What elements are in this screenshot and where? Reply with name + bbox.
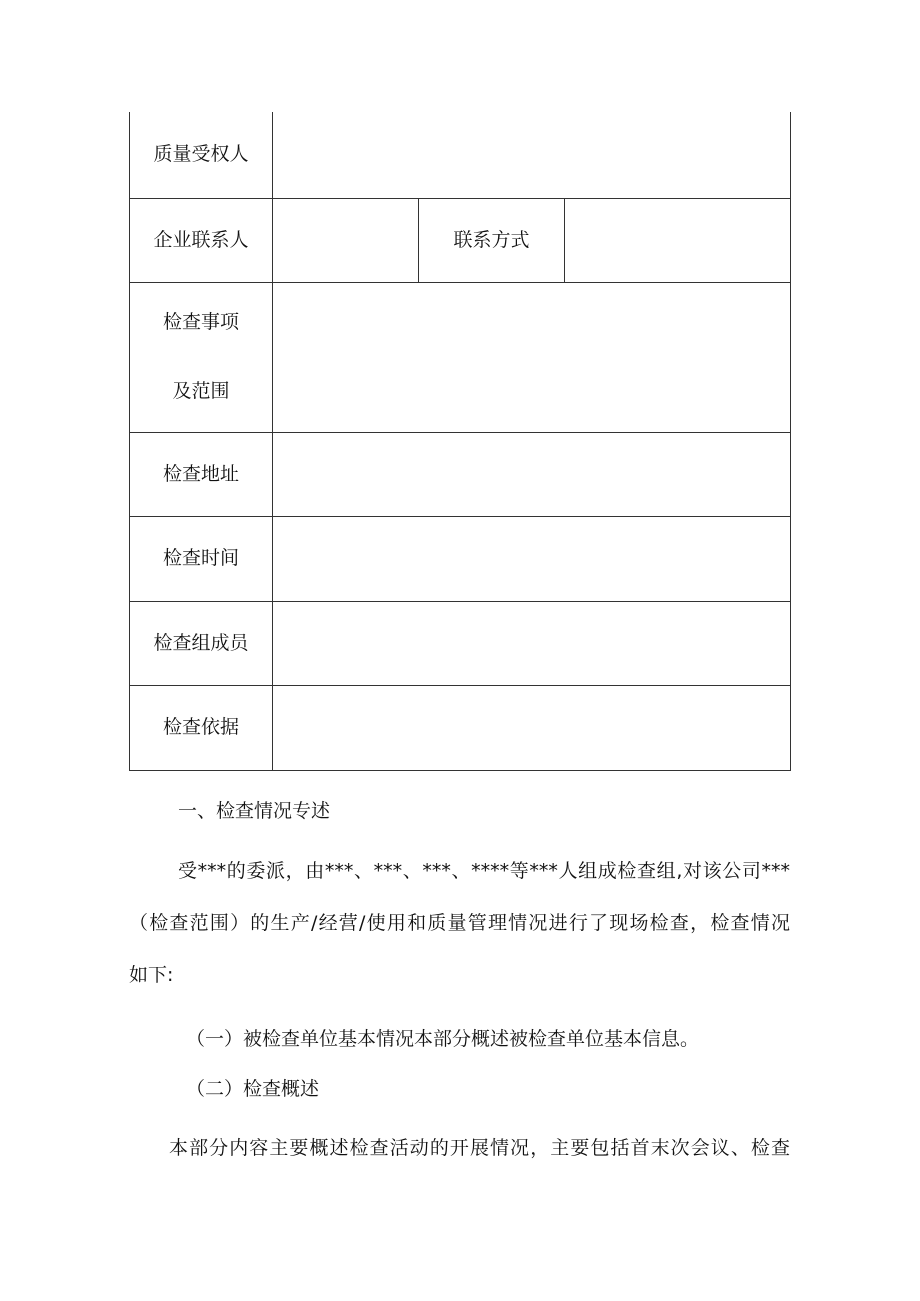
table-row	[130, 198, 791, 282]
inspection-basis-field[interactable]	[273, 685, 791, 770]
quality-authorized-person-label: 质量受权人	[130, 112, 273, 198]
contact-method-label: 联系方式	[419, 198, 565, 282]
company-contact-label: 企业联系人	[130, 198, 273, 282]
table-row	[130, 112, 791, 198]
intro-line-1: 受***的委派，由***、***、***、****等***人组成检查组,对该公司***	[178, 860, 790, 882]
table-row	[130, 601, 791, 685]
inspection-basis-label: 检查依据	[130, 685, 273, 770]
company-contact-field[interactable]	[273, 198, 419, 282]
subsection-2-heading: （二）检查概述	[186, 1078, 320, 1100]
inspection-scope-field[interactable]	[273, 282, 791, 432]
inspection-scope-label	[130, 282, 273, 432]
inspection-info-table	[129, 112, 791, 771]
inspection-scope-label-line2: 及范围	[172, 380, 230, 403]
inspection-time-field[interactable]	[273, 516, 791, 601]
contact-method-field[interactable]	[565, 198, 791, 282]
intro-line-2: （检查范围）的生产/经营/使用和质量管理情况进行了现场检查，检查情况	[129, 912, 790, 934]
inspection-address-label: 检查地址	[130, 432, 273, 516]
subsection-1: （一）被检查单位基本情况本部分概述被检查单位基本信息。	[186, 1028, 700, 1050]
intro-line-3: 如下:	[129, 964, 174, 986]
table-row	[130, 516, 791, 601]
section-1-heading: 一、检查情况专述	[178, 800, 331, 822]
inspection-time-label: 检查时间	[130, 516, 273, 601]
inspection-team-label: 检查组成员	[130, 601, 273, 685]
overview-paragraph	[129, 1122, 790, 1174]
table-row	[130, 282, 791, 432]
inspection-scope-label-line1: 检查事项	[162, 311, 239, 333]
table-row	[130, 685, 791, 770]
intro-paragraph	[129, 845, 790, 1001]
quality-authorized-person-field[interactable]	[273, 112, 791, 198]
table-row	[130, 432, 791, 516]
overview-line-1: 本部分内容主要概述检查活动的开展情况，主要包括首末次会议、检查	[169, 1137, 790, 1159]
inspection-address-field[interactable]	[273, 432, 791, 516]
inspection-team-field[interactable]	[273, 601, 791, 685]
